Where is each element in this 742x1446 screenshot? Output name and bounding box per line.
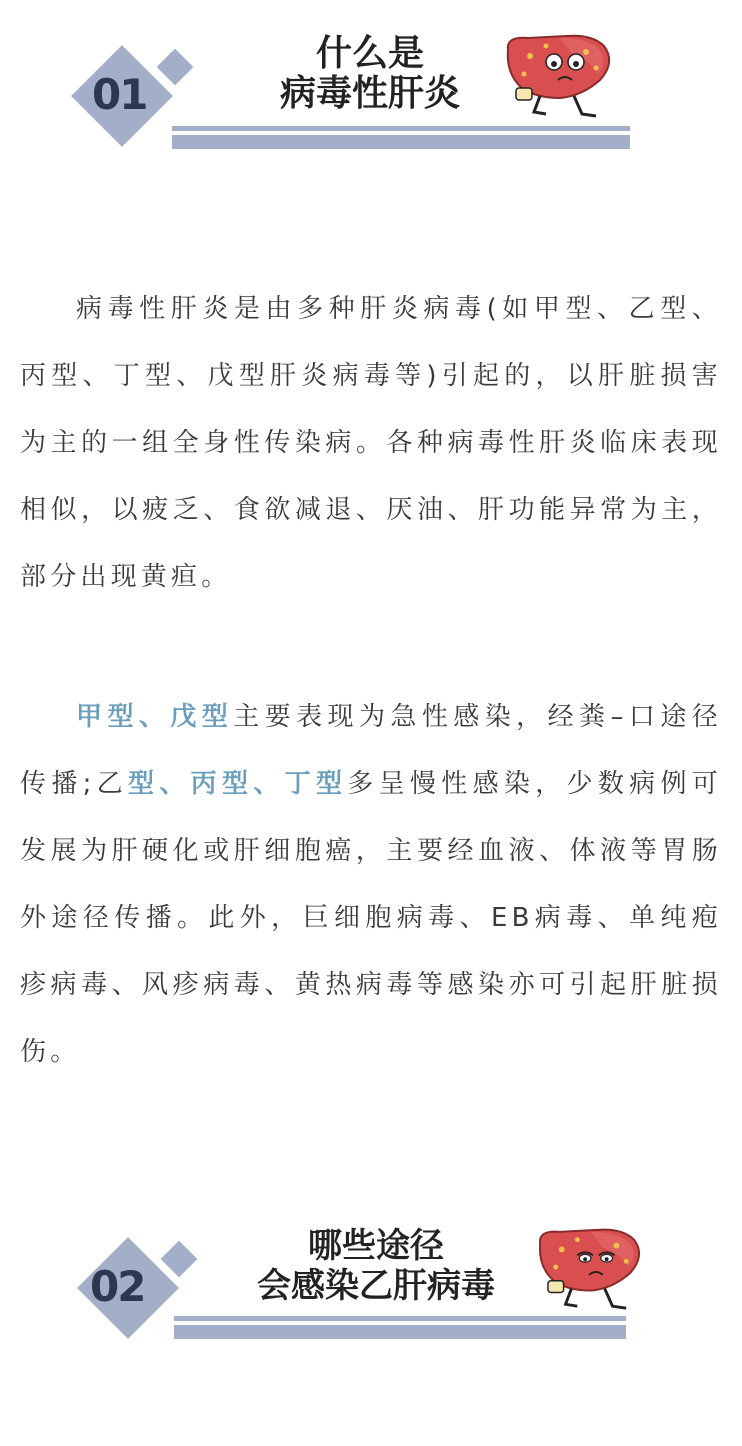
header-bar-thin [172,126,630,131]
highlight-hepatitis-a-e: 甲型、戊型 [76,702,234,732]
paragraph-transmission [20,684,722,1086]
section-title-line2: 病毒性肝炎 [279,73,460,114]
header-bar-thick [172,135,630,149]
section-number: 02 [90,1262,145,1311]
paragraph-intro-text: 病毒性肝炎是由多种肝炎病毒(如甲型、乙型、丙型、丁型、戊型肝炎病毒等)引起的，以肝脏损害为主的一组全身性传染病。各种病毒性肝炎临床表现相似，以疲乏、食欲减退、厌油、肝功能异常为主，部分出现黄疸。 [20,294,722,592]
liver-mascot-icon [500,32,620,124]
section-number: 01 [92,70,147,119]
section-title-line2: 会感染乙肝病毒 [257,1266,495,1306]
paragraph-transmission-text1: 主要表现为急性感染，经粪–口途径传播;乙 [20,702,722,799]
liver-mascot-icon [532,1226,650,1316]
accent-diamond [157,49,194,86]
header-bar-thin [174,1316,626,1321]
section-header-01 [0,30,742,150]
section-title-line1: 什么是 [315,33,424,74]
section-header-02 [0,1222,742,1342]
header-bar-thick [174,1325,626,1339]
paragraph-intro [20,276,722,611]
paragraph-transmission-text2: 多呈慢性感染，少数病例可发展为肝硬化或肝细胞癌，主要经血液、体液等胃肠外途径传播。此外，巨细胞病毒、EB病毒、单纯疱疹病毒、风疹病毒、黄热病毒等感染亦可引起肝脏损伤。 [20,769,723,1067]
accent-diamond [161,1241,198,1278]
section-title [196,1226,556,1306]
section-title [240,34,500,114]
section-title-line1: 哪些途径 [308,1226,444,1266]
highlight-hepatitis-b-c-d: 型、丙型、丁型 [128,769,348,799]
